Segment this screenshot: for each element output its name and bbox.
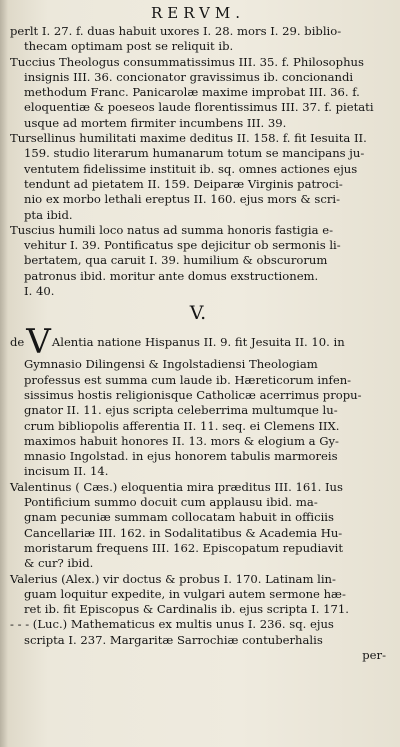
running-head: RERVM. xyxy=(151,4,245,22)
entry-line: Valentinus ( Cæs.) eloquentia mira præditus III. 161. Ius xyxy=(10,479,343,494)
entry-line: thecam optimam post se reliquit ib. xyxy=(24,39,234,54)
entry-line: & cur? ibid. xyxy=(24,556,94,571)
index-entry-tursellinus xyxy=(10,131,386,223)
entry-line: pta ibid. xyxy=(24,207,73,222)
entry-line-text: Alentia natione Hispanus II. 9. fit Jesuita II. 10. in xyxy=(51,335,345,350)
entry-line: scripta I. 237. Margaritæ Sarrochiæ contuberhalis xyxy=(24,632,323,647)
drop-cap: V xyxy=(26,322,51,363)
entry-line: tendunt ad pietatem II. 159. Deiparæ Virginis patroci- xyxy=(24,176,343,191)
entry-line: Tuccius Theologus consummatissimus III. 35. f. Philosophus xyxy=(10,54,364,69)
entry-line: incisum II. 14. xyxy=(24,464,109,479)
entry-line: vehitur I. 39. Pontificatus spe dejicitur ob sermonis li- xyxy=(24,238,341,253)
entry-line: patronus ibid. moritur ante domus exstructionem. xyxy=(24,268,319,283)
index-entry-tuccius xyxy=(10,55,386,131)
entry-line: Pontificium summo docuit cum applausu ibid. ma- xyxy=(24,495,318,510)
entry-line: Tursellinus humilitati maxime deditus II. 158. f. fit Iesuita II. xyxy=(10,131,367,146)
index-entry-valentinus xyxy=(10,480,386,572)
entry-line: maximos habuit honores II. 13. mors & elogium a Gy- xyxy=(24,433,339,448)
entry-line: methodum Franc. Panicarolæ maxime improbat III. 36. f. xyxy=(24,85,360,100)
entry-line: usque ad mortem firmiter incumbens III. 39. xyxy=(24,115,287,130)
index-entry-valentia xyxy=(10,322,386,479)
index-entry-tuscius xyxy=(10,223,386,299)
entry-line: perlt I. 27. f. duas habuit uxores I. 28. mors I. 29. biblio- xyxy=(10,24,342,38)
entry-first-line xyxy=(10,322,386,363)
entry-line: crum bibliopolis afferentia II. 11. seq. ei Clemens IIX. xyxy=(24,418,340,433)
entry-line: professus est summa cum laude ib. Hæreticorum infen- xyxy=(24,372,352,387)
entry-line: nio ex morbo lethali ereptus II. 160. ejus mors & scri- xyxy=(24,192,341,207)
entry-line: bertatem, qua caruit I. 39. humilium & obscurorum xyxy=(24,253,328,268)
entry-line: moristarum frequens III. 162. Episcopatum repudiavit xyxy=(24,540,343,555)
entry-line: Tuscius humili loco natus ad summa honoris fastigia e- xyxy=(10,222,334,237)
entry-line: 159. studio literarum humanarum totum se mancipans ju- xyxy=(24,146,365,161)
entry-line: ventutem fidelissime instituit ib. sq. omnes actiones ejus xyxy=(24,161,358,176)
entry-line: ret ib. fit Episcopus & Cardinalis ib. ejus scripta I. 171. xyxy=(24,602,349,617)
index-entry-cont-first xyxy=(10,24,386,55)
gutter-shadow xyxy=(0,0,8,747)
index-entry-luc xyxy=(10,617,386,648)
entry-line: sissimus hostis religionisque Catholicæ acerrimus propu- xyxy=(24,387,362,402)
entry-line: - - - (Luc.) Mathematicus ex multis unus I. 236. sq. ejus xyxy=(10,617,334,632)
index-entries-bottom xyxy=(10,480,386,648)
entry-line: mnasio Ingolstad. in ejus honorem tabulis marmoreis xyxy=(24,449,338,464)
entry-line: gnator II. 11. ejus scripta celeberrima multumque lu- xyxy=(24,403,338,418)
entry-line: Cancellariæ III. 162. in Sodalitatibus & Academia Hu- xyxy=(24,525,343,540)
entry-line: gnam pecuniæ summam collocatam habuit in officiis xyxy=(24,510,334,525)
section-heading-v: V. xyxy=(189,302,207,325)
entry-line: Valerius (Alex.) vir doctus & probus I. 170. Latinam lin- xyxy=(10,571,336,586)
entry-prefix: de xyxy=(10,335,25,350)
entry-line: I. 40. xyxy=(24,284,55,299)
index-entry-valerius xyxy=(10,572,386,618)
entry-line: guam loquitur expedite, in vulgari autem sermone hæ- xyxy=(24,586,346,601)
entry-line: eloquentiæ & poeseos laude florentissimus III. 37. f. pietati xyxy=(24,100,374,115)
entry-line: insignis III. 36. concionator gravissimus ib. concionandi xyxy=(24,69,354,84)
entry-line: Gymnasio Dilingensi & Ingolstadiensi Theologiam xyxy=(24,357,318,372)
index-entries-top xyxy=(10,24,386,299)
catchword: per- xyxy=(362,647,386,662)
